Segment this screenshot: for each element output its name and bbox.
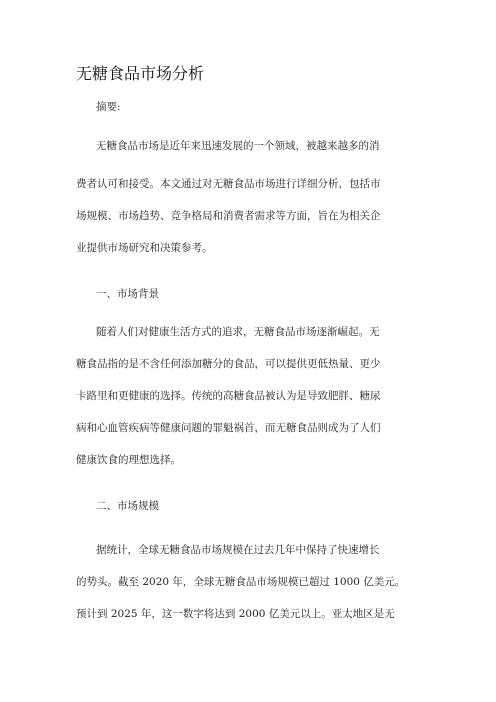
- section1-line: 随着人们对健康生活方式的追求，无糖食品市场逐渐崛起。无: [96, 326, 380, 338]
- section-heading: 一、市场背景: [96, 288, 159, 300]
- abstract-line: 场规模、市场趋势、竞争格局和消费者需求等方面，旨在为相关企: [76, 210, 381, 222]
- section1-line: 健康饮食的理想选择。: [76, 454, 181, 466]
- section1-line: 病和心血管疾病等健康问题的罪魁祸首，而无糖食品则成为了人们: [76, 422, 381, 434]
- abstract-line: 费者认可和接受。本文通过对无糖食品市场进行详细分析，包括市: [76, 178, 381, 190]
- abstract-label: 摘要:: [96, 101, 121, 113]
- section-heading: 二、市场规模: [96, 500, 159, 512]
- abstract-line: 业提供市场研究和决策参考。: [76, 242, 213, 254]
- section2-line: 据统计，全球无糖食品市场规模在过去几年中保持了快速增长: [96, 544, 380, 556]
- abstract-line: 无糖食品市场是近年来迅速发展的一个领域，被越来越多的消: [96, 140, 380, 152]
- section1-line: 卡路里和更健康的选择。传统的高糖食品被认为是导致肥胖、糖尿: [76, 390, 381, 402]
- section2-line: 预计到 2025 年，这一数字将达到 2000 亿美元以上。亚太地区是无: [76, 608, 395, 620]
- section1-line: 糖食品指的是不含任何添加糖分的食品，可以提供更低热量、更少: [76, 358, 381, 370]
- document-title: 无糖食品市场分析: [76, 64, 205, 83]
- section2-line: 的势头。截至 2020 年，全球无糖食品市场规模已超过 1000 亿美元。: [76, 576, 406, 588]
